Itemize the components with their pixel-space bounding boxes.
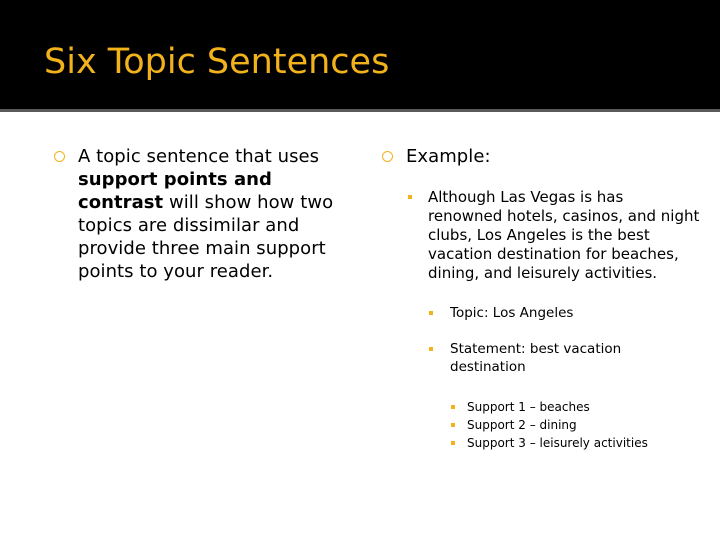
right-column [382,145,702,452]
left-text-end: will show how two topics are dissimilar and provide three main support points to your reader. [78,192,334,282]
support-list [382,398,702,452]
support-text: Support 2 – dining [467,418,577,432]
left-bullet-item [54,145,354,283]
left-column [54,145,354,283]
slide-title: Six Topic Sentences [44,42,390,82]
example-sentence: Although Las Vegas is has renowned hotels, casinos, and night clubs, Los Angeles is the best vacation destination for beaches, dining, and leisurely activities. [428,188,700,282]
circle-bullet-icon [54,151,65,162]
square-bullet-icon [451,423,455,427]
example-heading-item [382,145,702,168]
support-item-1 [382,398,702,416]
square-bullet-icon [451,441,455,445]
left-text-start: A topic sentence that uses [78,146,320,167]
circle-bullet-icon [382,151,393,162]
square-bullet-icon [429,347,433,351]
statement-item [382,340,640,376]
support-text: Support 1 – beaches [467,400,590,414]
support-item-2 [382,416,702,434]
support-item-3 [382,434,702,452]
support-text: Support 3 – leisurely activities [467,436,648,450]
square-bullet-icon [451,405,455,409]
left-text-bold: support points and contrast [78,169,272,213]
square-bullet-icon [408,195,412,199]
topic-text: Topic: Los Angeles [450,305,574,321]
statement-text: Statement: best vacation destination [450,341,622,375]
topic-item [382,304,702,322]
square-bullet-icon [429,311,433,315]
left-bullet-text [78,145,354,283]
example-heading: Example: [406,146,491,167]
title-band [0,0,720,112]
example-sentence-item [382,188,702,283]
